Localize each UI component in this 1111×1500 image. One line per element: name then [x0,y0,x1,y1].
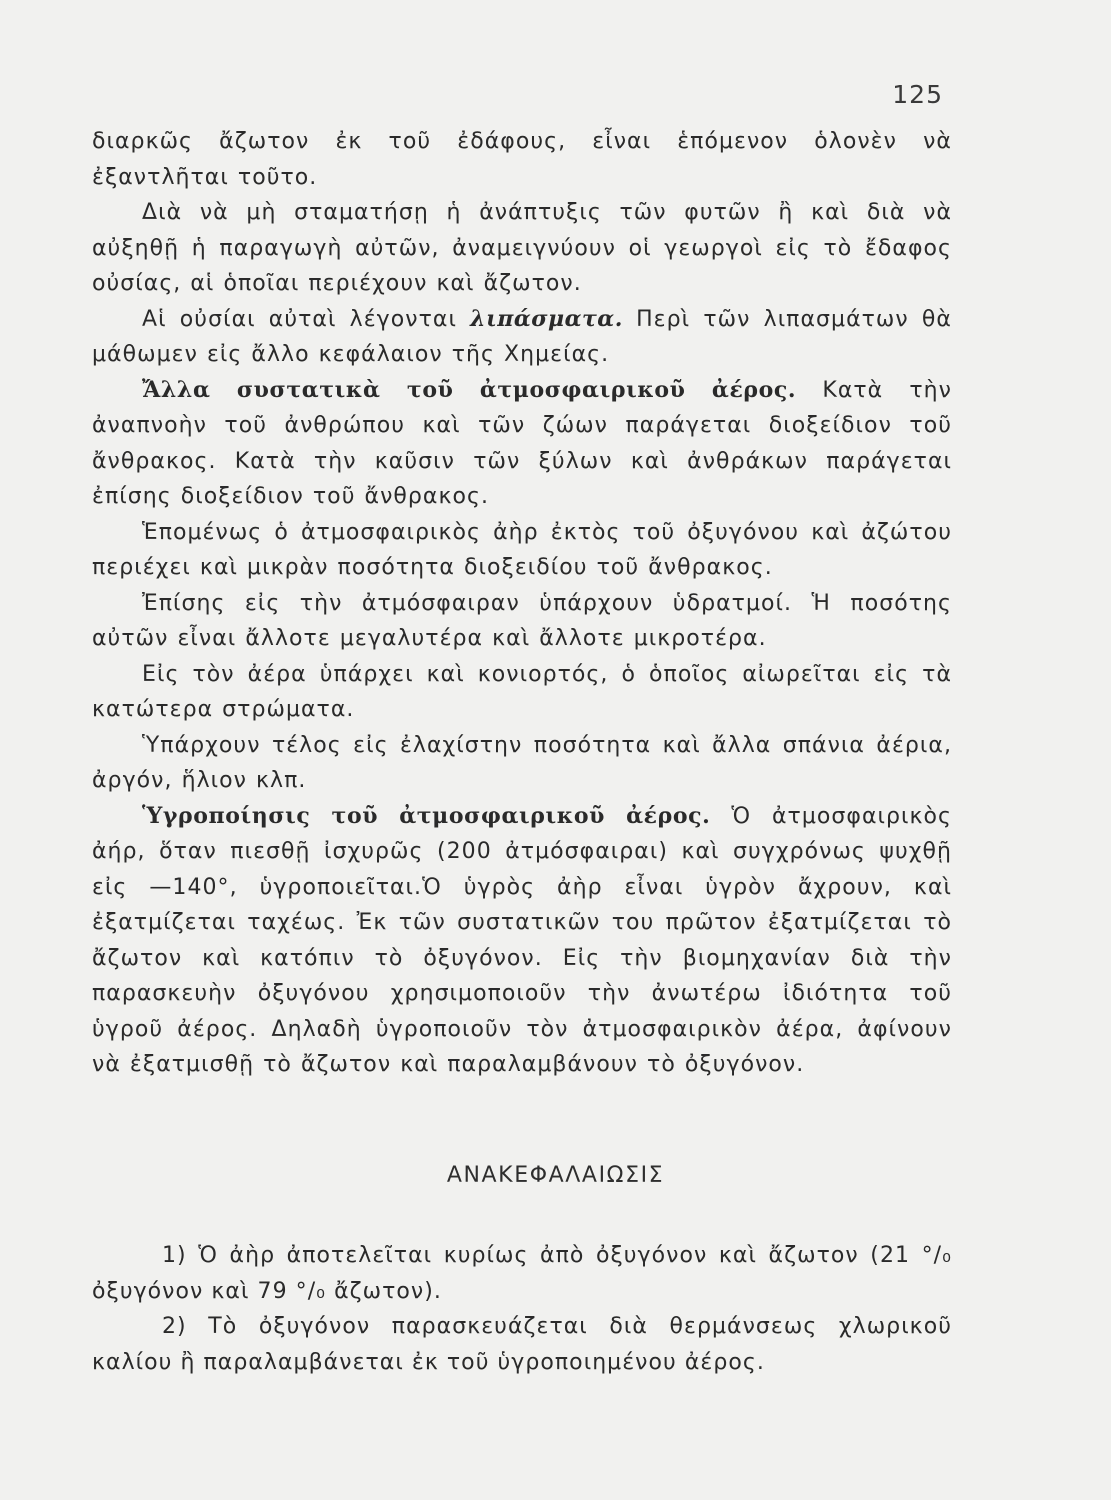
paragraph-3-start: Αἱ οὐσίαι αὐταὶ λέγονται [142,306,471,332]
paragraph-2: Διὰ νὰ μὴ σταματήσῃ ἡ ἀνάπτυξις τῶν φυτῶν ἢ καὶ διὰ νὰ αὐξηθῇ ἡ παραγωγὴ αὐτῶν, ἀναμειγνύουν οἱ γεωργοὶ εἰς τὸ ἔδαφος οὐσίας, αἱ ὁποῖαι περιέχουν καὶ ἄζωτον. [92,200,952,296]
paragraph-9 [92,799,952,1083]
inline-heading-liquefaction: Ὑγροποίησις τοῦ ἀτμοσφαιρικοῦ ἀέρος. [142,802,711,829]
summary-item-1: 1) Ὁ ἀὴρ ἀποτελεῖται κυρίως ἀπὸ ὀξυγόνον καὶ ἄζωτον (21 °/₀ ὀξυγόνον καὶ 79 °/₀ ἄζωτον). [92,1243,952,1304]
page-number: 125 [892,80,943,109]
body-text [92,124,952,1083]
summary-list [92,1238,952,1380]
summary-title: ΑΝΑΚΕΦΑΛΑΙΩΣΙΣ [446,1163,665,1188]
term-lipasmata: λιπάσματα. [470,305,623,332]
paragraph-4 [92,373,952,515]
paragraph-3-end: Περὶ τῶν λιπασμάτων θὰ μάθωμεν εἰς ἄλλο κεφάλαιον τῆς Χημείας. [92,306,952,367]
summary-item-2: 2) Τὸ ὀξυγόνον παρασκευάζεται διὰ θερμάνσεως χλωρικοῦ καλίου ἢ παραλαμβάνεται ἐκ τοῦ ὑγροποιημένου ἀέρος. [92,1314,952,1375]
paragraph-8: Ὑπάρχουν τέλος εἰς ἐλαχίστην ποσότητα καὶ ἄλλα σπάνια ἀέρια, ἀργόν, ἥλιον κλπ. [92,732,952,793]
paragraph-5: Ἑπομένως ὁ ἀτμοσφαιρικὸς ἀὴρ ἐκτὸς τοῦ ὀξυγόνου καὶ ἀζώτου περιέχει καὶ μικρὰν ποσότητα διοξειδίου τοῦ ἄνθρακος. [92,519,952,580]
paragraph-7: Εἰς τὸν ἀέρα ὑπάρχει καὶ κονιορτός, ὁ ὁποῖος αἰωρεῖται εἰς τὰ κατώτερα στρώματα. [92,661,952,722]
inline-heading-other-components: Ἄλλα συστατικὰ τοῦ ἀτμοσφαιρικοῦ ἀέρος. [142,376,797,403]
paragraph-4-text: Κατὰ τὴν ἀναπνοὴν τοῦ ἀνθρώπου καὶ τῶν ζώων παράγεται διοξείδιον τοῦ ἄνθρακος. Κατὰ τὴν καῦσιν τῶν ξύλων καὶ ἀνθράκων παράγεται ἐπίσης διοξείδιον τοῦ ἄνθρακος. [92,377,952,509]
paragraph-9-text: Ὁ ἀτμοσφαιρικὸς ἀήρ, ὅταν πιεσθῇ ἰσχυρῶς (200 ἀτμόσφαιραι) καὶ συγχρόνως ψυχθῇ εἰς —140°, ὑγροποιεῖται.Ὁ ὑγρὸς ἀὴρ εἶναι ὑγρὸν ἄχρουν, καὶ ἐξατμίζεται ταχέως. Ἐκ τῶν συστατικῶν του πρῶτον ἐξατμίζεται τὸ ἄζωτον καὶ κατόπιν τὸ ὀξυγόνον. Εἰς τὴν βιομηχανίαν διὰ τὴν παρασκευὴν ὀξυγόνου χρησιμοποιοῦν τὴν ἀνωτέρω ἰδιότητα τοῦ ὑγροῦ ἀέρος. Δηλαδὴ ὑγροποιοῦν τὸν ἀτμοσφαιρικὸν ἀέρα, ἀφίνουν νὰ ἐξατμισθῇ τὸ ἄζωτον καὶ παραλαμβάνουν τὸ ὀξυγόνον. [92,803,952,1077]
paragraph-1: διαρκῶς ἄζωτον ἐκ τοῦ ἐδάφους, εἶναι ἑπόμενον ὁλονὲν νὰ ἐξαντλῆται τοῦτο. [92,129,952,190]
paragraph-6: Ἐπίσης εἰς τὴν ἀτμόσφαιραν ὑπάρχουν ὑδρατμοί. Ἡ ποσότης αὐτῶν εἶναι ἄλλοτε μεγαλυτέρα καὶ ἄλλοτε μικροτέρα. [92,590,952,651]
paragraph-3 [92,302,952,373]
